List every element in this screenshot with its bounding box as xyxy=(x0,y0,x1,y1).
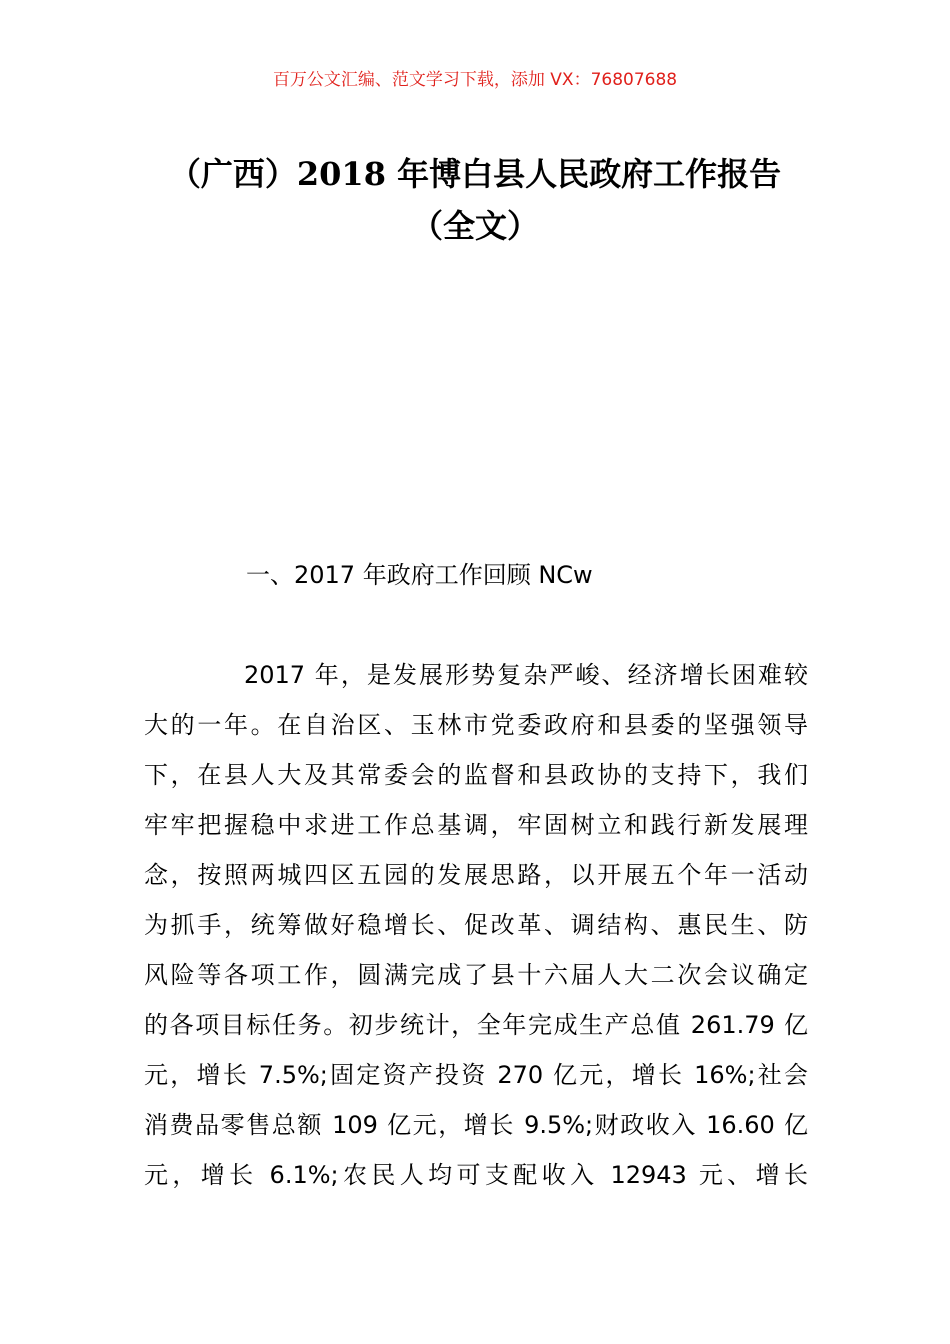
watermark-banner: 百万公文汇编、范文学习下载，添加 VX：76807688 xyxy=(272,70,678,90)
document-title xyxy=(100,148,850,252)
paragraph-line: 的各项目标任务。初步统计，全年完成生产总值 261.79 亿 xyxy=(144,1011,808,1039)
paragraph-line: 念，按照两城四区五园的发展思路，以开展五个年一活动 xyxy=(144,861,808,889)
paragraph-line: 为抓手，统筹做好稳增长、促改革、调结构、惠民生、防 xyxy=(144,911,808,939)
paragraph-line: 牢牢把握稳中求进工作总基调，牢固树立和践行新发展理 xyxy=(144,811,808,839)
paragraph-line: 元，增长 7.5%;固定资产投资 270 亿元，增长 16%;社会 xyxy=(144,1061,808,1089)
paragraph-line: 下，在县人大及其常委会的监督和县政协的支持下，我们 xyxy=(144,761,808,789)
paragraph-line: 2017 年，是发展形势复杂严峻、经济增长困难较 xyxy=(244,661,808,689)
title-line-2: （全文） xyxy=(410,207,539,245)
paragraph-line: 元，增长 6.1%;农民人均可支配收入 12943 元、增长 xyxy=(144,1161,808,1189)
paragraph-line: 大的一年。在自治区、玉林市党委政府和县委的坚强领导 xyxy=(144,711,808,739)
paragraph-line: 消费品零售总额 109 亿元，增长 9.5%;财政收入 16.60 亿 xyxy=(144,1111,808,1139)
title-line-1: （广西）2018 年博白县人民政府工作报告 xyxy=(168,155,782,193)
paragraph-line: 风险等各项工作，圆满完成了县十六届人大二次会议确定 xyxy=(144,961,808,989)
section-heading: 一、2017 年政府工作回顾 NCw xyxy=(246,561,593,589)
body-paragraph xyxy=(144,650,808,1200)
